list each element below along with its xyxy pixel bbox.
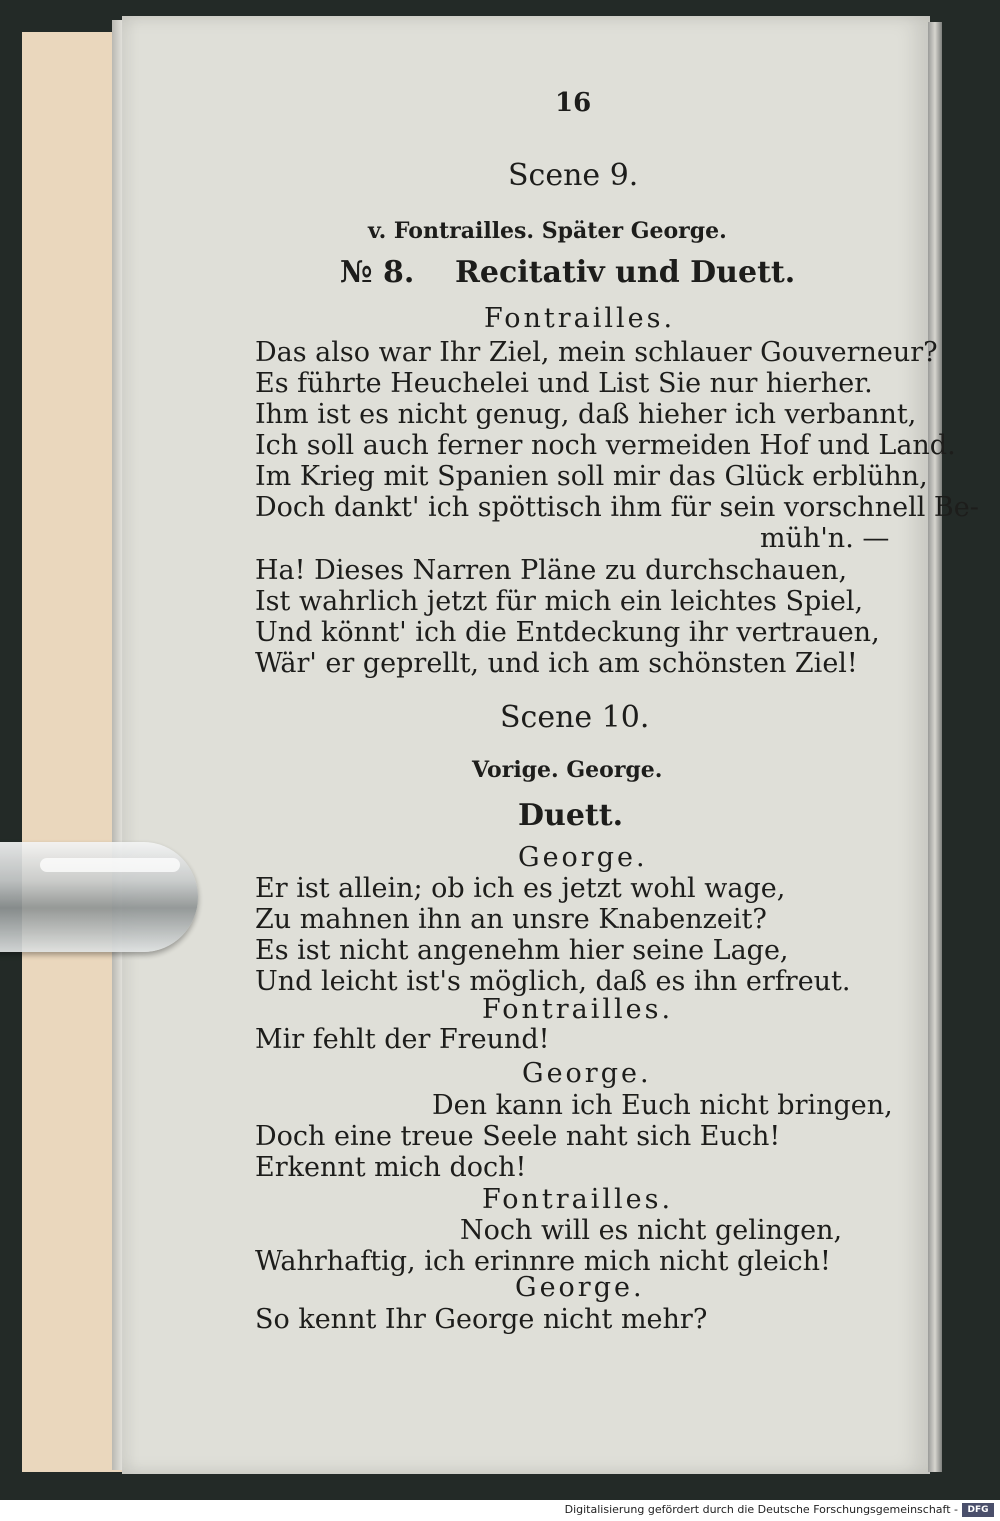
book-gutter: [928, 22, 942, 1472]
speaker-george: George.: [515, 1272, 645, 1303]
verse-line: Noch will es nicht gelingen,: [460, 1215, 843, 1246]
page-number: 16: [555, 88, 592, 118]
verse-line: Ha! Dieses Narren Pläne zu durchschauen,: [255, 555, 848, 586]
verse-line: Er ist allein; ob ich es jetzt wohl wage,: [255, 873, 786, 904]
scene-10-heading: Scene 10.: [500, 700, 650, 735]
verse-line: Doch dankt' ich spöttisch ihm für sein vorschnell Be-: [255, 492, 979, 523]
scene-9-stage-direction: v. Fontrailles. Später George.: [368, 218, 727, 244]
verse-line: Wär' er geprellt, und ich am schönsten Ziel!: [255, 648, 858, 679]
speaker-george: George.: [522, 1058, 652, 1089]
verse-line: So kennt Ihr George nicht mehr?: [255, 1304, 708, 1335]
verse-line: Ihm ist es nicht genug, daß hieher ich verbannt,: [255, 399, 917, 430]
speaker-fontrailles: Fontrailles.: [482, 994, 674, 1025]
verse-line: Mir fehlt der Freund!: [255, 1024, 550, 1055]
verse-line: Es ist nicht angenehm hier seine Lage,: [255, 935, 789, 966]
funding-credit: Digitalisierung gefördert durch die Deutsche Forschungsgemeinschaft -: [564, 1503, 958, 1516]
verse-line: Zu mahnen ihn an unsre Knabenzeit?: [255, 904, 767, 935]
verse-line: Ist wahrlich jetzt für mich ein leichtes Spiel,: [255, 586, 864, 617]
scene-10-stage-direction: Vorige. George.: [472, 757, 663, 783]
verse-line: Den kann ich Euch nicht bringen,: [432, 1090, 893, 1121]
verse-line-continuation: müh'n. —: [760, 523, 890, 554]
verse-line: Und könnt' ich die Entdeckung ihr vertrauen,: [255, 617, 880, 648]
verse-line: Und leicht ist's möglich, daß es ihn erfreut.: [255, 966, 851, 997]
verse-line: Doch eine treue Seele naht sich Euch!: [255, 1121, 781, 1152]
scene-9-heading: Scene 9.: [508, 158, 639, 193]
verse-line: Wahrhaftig, ich erinnre mich nicht gleich!: [255, 1246, 831, 1277]
verse-line: Das also war Ihr Ziel, mein schlauer Gouverneur?: [255, 337, 938, 368]
speaker-fontrailles: Fontrailles.: [484, 303, 676, 334]
verse-line: Erkennt mich doch!: [255, 1152, 527, 1183]
verse-line: Ich soll auch ferner noch vermeiden Hof und Land.: [255, 430, 956, 461]
speaker-george: George.: [518, 842, 648, 873]
number-title: Recitativ und Duett.: [455, 255, 796, 290]
speaker-fontrailles: Fontrailles.: [482, 1184, 674, 1215]
verse-line: Es führte Heuchelei und List Sie nur hierher.: [255, 368, 873, 399]
number-label: № 8.: [340, 255, 415, 290]
duett-title: Duett.: [518, 798, 624, 833]
verse-line: Im Krieg mit Spanien soll mir das Glück erblühn,: [255, 461, 928, 492]
page-clip-highlight: [40, 858, 180, 872]
dfg-logo: DFG: [962, 1503, 994, 1517]
